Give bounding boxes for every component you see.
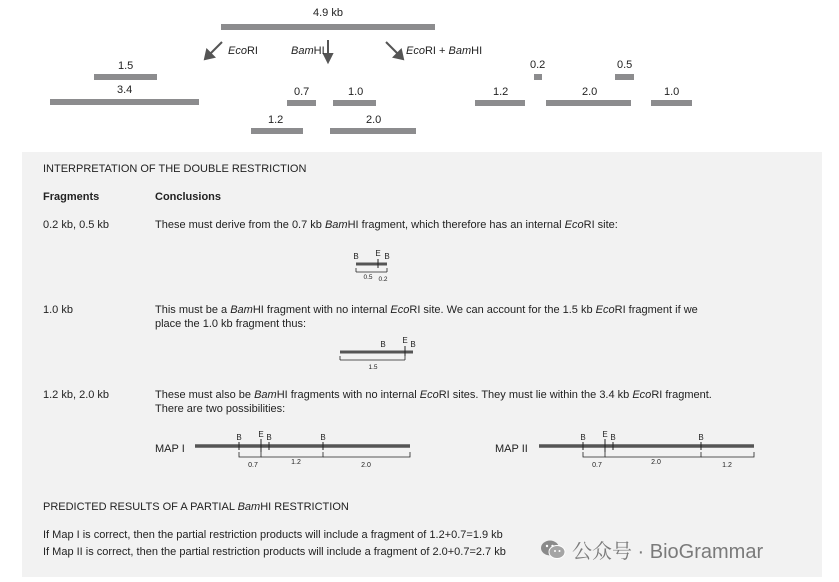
row-conclusion-line1: These must also be BamHI fragments with no internal EcoRI sites. They must lie within the 3.4 kb EcoRI fragment. (155, 389, 712, 401)
dim-label: 1.5 (368, 364, 378, 371)
site-label: E (258, 430, 264, 439)
row-conclusion-line2: place the 1.0 kb fragment thus: (155, 318, 307, 330)
ecori-frag-bar (94, 74, 157, 80)
bamhi-frag-label: 1.2 (268, 114, 284, 126)
dim-label: 2.0 (651, 459, 661, 466)
arrow-label-double: EcoRI + BamHI (406, 45, 483, 57)
double-frag-label: 1.0 (664, 86, 680, 98)
map-1-label: MAP I (155, 443, 185, 455)
map-1-diagram (190, 428, 420, 472)
site-label: B (580, 433, 586, 442)
double-frag-bar (651, 100, 692, 106)
bamhi-frag-bar (333, 100, 376, 106)
arrow-ecori-icon (205, 42, 222, 59)
arrow-label-bamhi: BamHI (291, 45, 325, 57)
double-frag-label: 1.2 (493, 86, 509, 98)
bamhi-frag-bar (287, 100, 316, 106)
double-frag-bar (475, 100, 525, 106)
bamhi-frag-label: 2.0 (366, 114, 382, 126)
total-length-label: 4.9 kb (313, 7, 343, 19)
site-label: B (380, 340, 386, 349)
row-conclusion-line1: This must be a BamHI fragment with no internal EcoRI site. We can account for the 1.5 kb EcoRI fragment if we (155, 304, 698, 316)
ecori-frag-label: 3.4 (117, 84, 133, 96)
arrow-double-icon (386, 42, 403, 59)
fragments-column-header: Fragments (43, 191, 100, 203)
site-label: B (320, 433, 326, 442)
dim-label: 0.7 (592, 462, 602, 469)
mini-map-0.7-fragment (350, 246, 400, 286)
mini-map-1.0-fragment (335, 332, 425, 372)
conclusions-column-header: Conclusions (155, 191, 222, 203)
double-frag-bar (546, 100, 631, 106)
watermark (540, 535, 763, 567)
arrow-bamhi-icon (324, 40, 332, 62)
double-frag-label: 2.0 (582, 86, 598, 98)
dim-label: 1.2 (291, 459, 301, 466)
site-label: B (410, 340, 416, 349)
dim-label: 1.2 (722, 462, 732, 469)
watermark-text: 公众号 · BioGrammar (572, 541, 764, 563)
ecori-frag-label: 1.5 (118, 60, 134, 72)
row-conclusion: These must derive from the 0.7 kb BamHI fragment, which therefore has an internal EcoRI site: (155, 219, 618, 231)
double-frag-bar (534, 74, 542, 80)
site-label: E (402, 336, 408, 345)
row-fragments: 1.2 kb, 2.0 kb (43, 389, 110, 401)
map-2-diagram (535, 428, 765, 472)
site-label: B (266, 433, 272, 442)
bamhi-frag-label: 1.0 (348, 86, 364, 98)
bamhi-frag-bar (251, 128, 303, 134)
site-label: B (353, 252, 359, 261)
dim-label: 0.2 (378, 276, 388, 283)
row-conclusion-line2: There are two possibilities: (155, 403, 286, 415)
double-frag-label: 0.5 (617, 59, 633, 71)
partial-result-map-2: If Map II is correct, then the partial restriction products will include a fragment of 2.0+0.7=2.7 kb (43, 546, 506, 558)
double-frag-label: 0.2 (530, 59, 546, 71)
interpretation-title: INTERPRETATION OF THE DOUBLE RESTRICTION (43, 163, 307, 175)
dim-label: 0.5 (363, 274, 373, 281)
row-fragments: 0.2 kb, 0.5 kb (43, 219, 110, 231)
arrow-label-ecori: EcoRI (228, 45, 258, 57)
partial-result-map-1: If Map I is correct, then the partial restriction products will include a fragment of 1.2+0.7=1.9 kb (43, 529, 503, 541)
bamhi-frag-label: 0.7 (294, 86, 310, 98)
site-label: B (610, 433, 616, 442)
site-label: B (698, 433, 704, 442)
site-label: E (375, 249, 381, 258)
site-label: B (384, 252, 390, 261)
full-fragment-bar (221, 24, 435, 30)
dim-label: 2.0 (361, 462, 371, 469)
map-2-label: MAP II (495, 443, 528, 455)
row-fragments: 1.0 kb (43, 304, 73, 316)
dim-label: 0.7 (248, 462, 258, 469)
double-frag-bar (615, 74, 634, 80)
bamhi-frag-bar (330, 128, 416, 134)
site-label: B (236, 433, 242, 442)
partial-restriction-title: PREDICTED RESULTS OF A PARTIAL BamHI RESTRICTION (43, 501, 349, 513)
site-label: E (602, 430, 608, 439)
wechat-icon (540, 539, 566, 567)
ecori-frag-bar (50, 99, 199, 105)
